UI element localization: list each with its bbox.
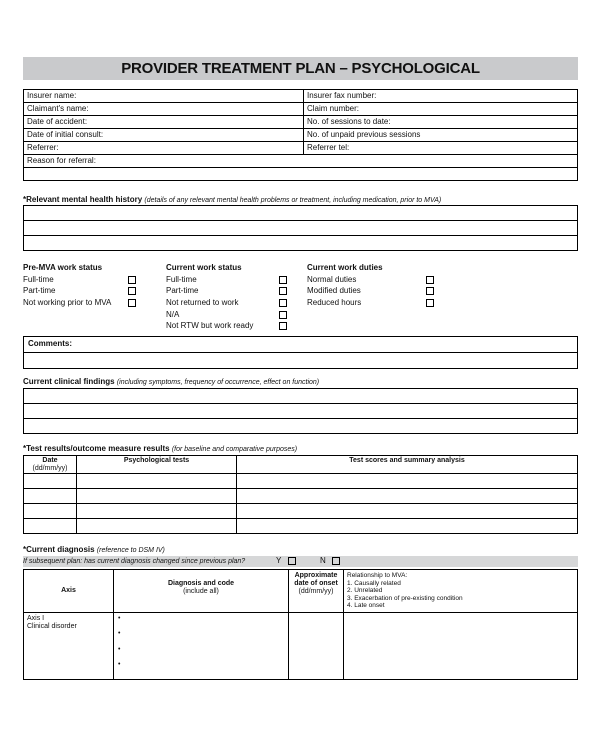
relationship-option-3: 3. Exacerbation of pre-existing condition bbox=[347, 594, 463, 602]
col-code-sub: (include all) bbox=[183, 588, 219, 595]
pre-mva-not-working[interactable] bbox=[23, 297, 143, 309]
option-label: Normal duties bbox=[307, 274, 357, 284]
checkbox[interactable] bbox=[426, 287, 434, 295]
checkbox[interactable] bbox=[128, 276, 136, 284]
relationship-title: Relationship to MVA: bbox=[347, 572, 408, 579]
table-row bbox=[24, 116, 578, 129]
col-onset-sub: (dd/mm/yy) bbox=[298, 588, 334, 595]
test-date-cell[interactable] bbox=[24, 519, 77, 534]
table-row bbox=[24, 206, 578, 221]
yes-checkbox[interactable] bbox=[288, 557, 296, 565]
diagnosis-yes-option[interactable] bbox=[276, 556, 281, 566]
current-work-heading: Current work status bbox=[166, 263, 242, 272]
reason-for-referral-line[interactable] bbox=[24, 168, 578, 181]
comments-line[interactable] bbox=[24, 353, 578, 369]
option-label: Modified duties bbox=[307, 286, 361, 296]
initial-consult-date-field[interactable]: Date of initial consult: bbox=[24, 129, 304, 142]
comments-table bbox=[23, 336, 578, 369]
claim-info-table bbox=[23, 89, 578, 181]
col-code-header bbox=[114, 570, 289, 613]
bullet-item[interactable]: • bbox=[118, 614, 121, 622]
table-row bbox=[24, 389, 578, 404]
test-name-cell[interactable] bbox=[77, 474, 237, 489]
diagnosis-question-row bbox=[23, 556, 578, 567]
test-score-cell[interactable] bbox=[237, 519, 578, 534]
table-row bbox=[24, 504, 578, 519]
checkbox[interactable] bbox=[279, 322, 287, 330]
bullet-item[interactable]: • bbox=[118, 630, 121, 637]
test-name-cell[interactable] bbox=[77, 519, 237, 534]
test-name-cell[interactable] bbox=[77, 504, 237, 519]
unpaid-sessions-field[interactable]: No. of unpaid previous sessions bbox=[304, 129, 578, 142]
current-work-status-group bbox=[166, 262, 296, 332]
table-row bbox=[24, 489, 578, 504]
insurer-fax-field[interactable]: Insurer fax number: bbox=[304, 90, 578, 103]
test-name-cell[interactable] bbox=[77, 489, 237, 504]
diagnosis-question: If subsequent plan: has current diagnosis changed since previous plan? bbox=[23, 558, 246, 565]
checkbox[interactable] bbox=[128, 299, 136, 307]
sessions-to-date-field[interactable]: No. of sessions to date: bbox=[304, 116, 578, 129]
checkbox[interactable] bbox=[279, 311, 287, 319]
diagnosis-heading-text: *Current diagnosis bbox=[23, 545, 95, 554]
history-line-1[interactable] bbox=[24, 206, 578, 221]
table-row bbox=[24, 404, 578, 419]
duties-reduced[interactable] bbox=[307, 297, 437, 309]
table-row bbox=[24, 612, 578, 679]
history-heading-text: *Relevant mental health history bbox=[23, 195, 143, 204]
test-date-cell[interactable] bbox=[24, 474, 77, 489]
col-date-label: Date bbox=[42, 457, 58, 464]
findings-note: (including symptoms, frequency of occurrence, effect on function) bbox=[116, 379, 320, 386]
history-line-3[interactable] bbox=[24, 236, 578, 251]
option-label: Not returned to work bbox=[166, 298, 239, 308]
no-checkbox[interactable] bbox=[332, 557, 340, 565]
table-row bbox=[24, 474, 578, 489]
table-header-row bbox=[24, 456, 578, 474]
col-code-label: Diagnosis and code bbox=[167, 580, 235, 587]
checkbox[interactable] bbox=[279, 299, 287, 307]
referrer-tel-field[interactable]: Referrer tel: bbox=[304, 142, 578, 155]
table-row bbox=[24, 419, 578, 434]
pre-mva-status-group bbox=[23, 262, 143, 309]
table-row bbox=[24, 103, 578, 116]
duties-modified[interactable] bbox=[307, 285, 437, 297]
current-work-fulltime[interactable] bbox=[166, 274, 296, 286]
relationship-option-2: 2. Unrelated bbox=[347, 587, 383, 594]
findings-heading-text: Current clinical findings bbox=[23, 377, 115, 386]
test-score-cell[interactable] bbox=[237, 474, 578, 489]
option-label: Part-time bbox=[23, 286, 56, 296]
checkbox[interactable] bbox=[426, 299, 434, 307]
option-label: Full-time bbox=[23, 274, 54, 284]
findings-lines bbox=[23, 388, 578, 434]
checkbox[interactable] bbox=[128, 287, 136, 295]
current-work-ready[interactable] bbox=[166, 320, 296, 332]
yes-label: Y bbox=[276, 556, 282, 565]
col-date-format: (dd/mm/yy) bbox=[32, 465, 68, 472]
col-date-header bbox=[24, 456, 77, 474]
test-date-cell[interactable] bbox=[24, 489, 77, 504]
current-duties-group bbox=[307, 262, 437, 309]
checkbox[interactable] bbox=[279, 287, 287, 295]
col-onset-label: Approximate date of onset bbox=[294, 572, 338, 587]
tests-heading bbox=[23, 444, 297, 455]
pre-mva-heading: Pre-MVA work status bbox=[23, 263, 103, 272]
pre-mva-parttime[interactable] bbox=[23, 285, 143, 297]
test-date-cell[interactable] bbox=[24, 504, 77, 519]
date-of-accident-field[interactable]: Date of accident: bbox=[24, 116, 304, 129]
option-label: Not RTW but work ready bbox=[166, 321, 254, 331]
history-note: (details of any relevant mental health problems or treatment, including medication, prior to MVA) bbox=[144, 197, 442, 204]
current-work-parttime[interactable] bbox=[166, 285, 296, 297]
test-score-cell[interactable] bbox=[237, 504, 578, 519]
checkbox[interactable] bbox=[279, 276, 287, 284]
history-lines bbox=[23, 205, 578, 251]
referrer-field[interactable]: Referrer: bbox=[24, 142, 304, 155]
comments-field[interactable]: Comments: bbox=[24, 337, 578, 353]
pre-mva-fulltime[interactable] bbox=[23, 274, 143, 286]
findings-heading bbox=[23, 377, 319, 388]
option-label: N/A bbox=[166, 309, 180, 319]
table-row bbox=[24, 337, 578, 353]
current-duties-heading: Current work duties bbox=[307, 263, 383, 272]
axis-name: Axis I bbox=[27, 614, 45, 622]
findings-line-2[interactable] bbox=[24, 404, 578, 419]
relationship-cell[interactable] bbox=[344, 612, 578, 679]
history-line-2[interactable] bbox=[24, 221, 578, 236]
col-tests-header: Psychological tests bbox=[77, 456, 237, 474]
current-work-not-returned[interactable] bbox=[166, 297, 296, 309]
table-row bbox=[24, 142, 578, 155]
claimant-name-field[interactable]: Claimant's name: bbox=[24, 103, 304, 116]
findings-line-3[interactable] bbox=[24, 419, 578, 434]
insurer-name-field[interactable]: Insurer name: bbox=[24, 90, 304, 103]
table-row bbox=[24, 90, 578, 103]
page-title: PROVIDER TREATMENT PLAN – PSYCHOLOGICAL bbox=[23, 57, 578, 80]
tests-note: (for baseline and comparative purposes) bbox=[171, 446, 298, 453]
diagnosis-code-cell[interactable] bbox=[114, 612, 289, 679]
col-axis-header: Axis bbox=[24, 570, 114, 613]
table-row bbox=[24, 353, 578, 369]
col-onset-header bbox=[289, 570, 344, 613]
table-row bbox=[24, 519, 578, 534]
axis-cell bbox=[24, 612, 114, 679]
table-row bbox=[24, 129, 578, 142]
option-label: Full-time bbox=[166, 274, 197, 284]
bullet-list bbox=[117, 615, 285, 677]
table-row bbox=[24, 155, 578, 168]
test-score-cell[interactable] bbox=[237, 489, 578, 504]
option-label: Not working prior to MVA bbox=[23, 298, 112, 308]
test-results-table bbox=[23, 455, 578, 534]
bullet-item[interactable]: • bbox=[118, 661, 121, 668]
diagnosis-no-option[interactable] bbox=[320, 556, 326, 566]
reason-for-referral-field[interactable]: Reason for referral: bbox=[24, 155, 578, 168]
relationship-option-4: 4. Late onset bbox=[347, 602, 385, 609]
option-label: Reduced hours bbox=[307, 298, 362, 308]
table-row bbox=[24, 168, 578, 181]
claim-number-field[interactable]: Claim number: bbox=[304, 103, 578, 116]
checkbox[interactable] bbox=[426, 276, 434, 284]
findings-line-1[interactable] bbox=[24, 389, 578, 404]
col-scores-header: Test scores and summary analysis bbox=[237, 456, 578, 474]
diagnosis-heading bbox=[23, 545, 165, 556]
diagnosis-table bbox=[23, 569, 578, 680]
table-header-row bbox=[24, 570, 578, 613]
axis-description: Clinical disorder bbox=[27, 622, 77, 630]
bullet-item[interactable]: • bbox=[118, 645, 121, 653]
onset-date-cell[interactable] bbox=[289, 612, 344, 679]
tests-heading-text: *Test results/outcome measure results bbox=[23, 444, 170, 453]
option-label: Part-time bbox=[166, 286, 199, 296]
duties-normal[interactable] bbox=[307, 274, 437, 286]
table-row bbox=[24, 236, 578, 251]
table-row bbox=[24, 221, 578, 236]
current-work-na[interactable] bbox=[166, 309, 296, 321]
no-label: N bbox=[320, 556, 326, 565]
diagnosis-note: (reference to DSM IV) bbox=[96, 547, 165, 554]
relationship-option-1: 1. Causally related bbox=[347, 579, 401, 587]
col-relationship-header bbox=[344, 570, 578, 613]
